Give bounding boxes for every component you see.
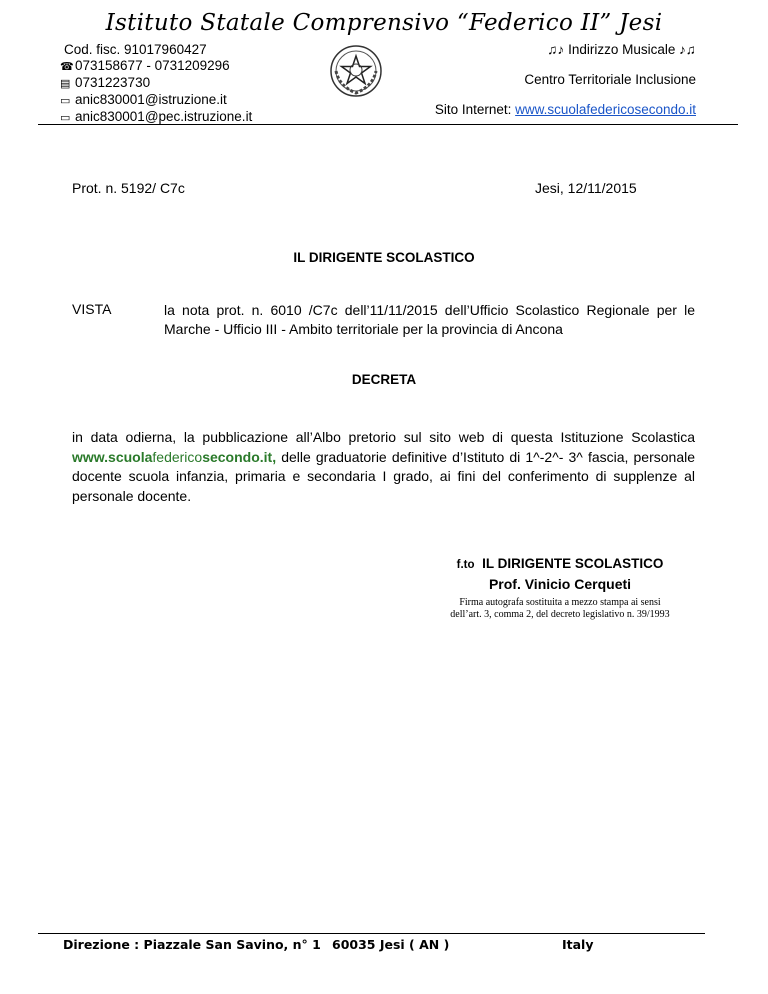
place-date: Jesi, 12/11/2015 — [535, 180, 637, 196]
header-divider — [38, 124, 738, 125]
footer-city: 60035 Jesi ( AN ) — [332, 937, 450, 952]
computer-icon: ▭ — [60, 95, 71, 107]
footer-divider — [38, 933, 705, 934]
phone-line: ☎073158677 - 0731209296 — [60, 58, 230, 73]
email-line: ▭ anic830001@istruzione.it — [60, 92, 227, 107]
pec-line: ▭ anic830001@pec.istruzione.it — [60, 109, 253, 124]
school-title: Istituto Statale Comprensivo “Federico II” Jesi — [105, 10, 663, 36]
website-link[interactable]: www.scuolafedericosecondo.it — [515, 102, 696, 117]
indirizzo-musicale: ♫♪ Indirizzo Musicale ♪♫ — [547, 42, 696, 57]
vista-label: VISTA — [72, 301, 112, 317]
vista-text: la nota prot. n. 6010 /C7c dell’11/11/2015 dell’Ufficio Scolastico Regionale per le Marche - Ufficio III - Ambito territoriale per la provincia di Ancona — [164, 302, 695, 337]
signature-role: f.to IL DIRIGENTE SCOLASTICO — [456, 556, 664, 571]
computer-icon: ▭ — [60, 112, 71, 124]
phone-icon: ☎ — [60, 61, 74, 73]
sito-internet: Sito Internet: www.scuolafedericosecondo.it — [434, 102, 696, 117]
footer-address: Direzione : Piazzale San Savino, n° 1 — [63, 937, 321, 952]
music-notes-icon: ♪♫ — [679, 42, 696, 57]
fax-icon: ▤ — [60, 78, 71, 90]
codice-fiscale: Cod. fisc. 91017960427 — [64, 42, 207, 57]
music-notes-icon: ♫♪ — [547, 42, 565, 57]
website-link[interactable]: www.scuolafedericosecondo.it, — [72, 448, 277, 465]
signature-name: Prof. Vinicio Cerqueti — [488, 576, 632, 592]
footer-country: Italy — [562, 937, 594, 952]
protocol-number: Prot. n. 5192/ C7c — [72, 180, 185, 196]
heading-decreta: DECRETA — [351, 372, 417, 387]
decree-text: in data odierna, la pubblicazione all’Albo pretorio sul sito web di questa Istituzione Scolastica www.scuolafedericosecondo.it, delle graduatorie definitive d’Istituto di 1^-2^- 3^ fascia, personale docente scuola infanzia, primaria e secondaria I grado, ai fini del conferimento di supplenze al personale docente. — [72, 429, 696, 504]
italian-republic-emblem — [329, 44, 383, 98]
heading-dirigente: IL DIRIGENTE SCOLASTICO — [293, 250, 475, 265]
contact-info — [60, 42, 252, 126]
signature-note: Firma autografa sostituita a mezzo stampa ai sensi dell’art. 3, comma 2, del decreto legislativo n. 39/1993 — [450, 597, 670, 620]
centro-territoriale: Centro Territoriale Inclusione — [524, 72, 696, 87]
fax-line: ▤ 0731223730 — [60, 75, 151, 90]
